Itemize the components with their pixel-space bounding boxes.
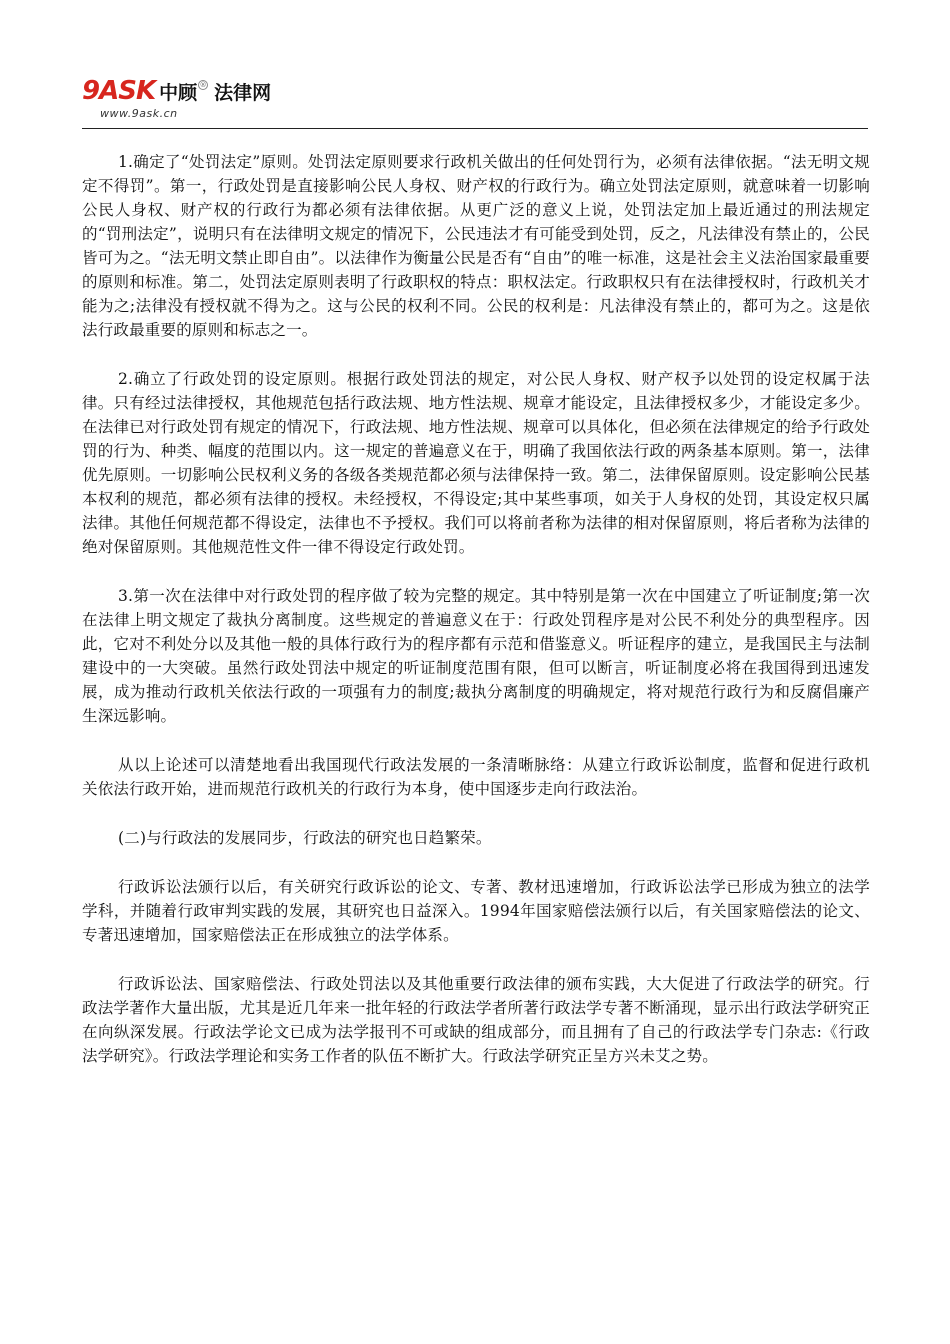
logo-brand: 9ASK — [82, 76, 156, 106]
logo-name-secondary: 法律网 — [214, 82, 272, 104]
logo-mark — [82, 76, 271, 106]
paragraph-4: 从以上论述可以清楚地看出我国现代行政法发展的一条清晰脉络：从建立行政诉讼制度，监督和促进行政机关依法行政开始，进而规范行政机关的行政行为本身，使中国逐步走向行政法治。 — [82, 756, 870, 798]
site-logo[interactable] — [82, 76, 282, 120]
logo-url[interactable]: www.9ask.cn — [100, 107, 178, 120]
paragraph-5: (二)与行政法的发展同步，行政法的研究也日趋繁荣。 — [118, 829, 492, 847]
paragraph-3: 3.第一次在法律中对行政处罚的程序做了较为完整的规定。其中特别是第一次在中国建立了听证制度;第一次在法律上明文规定了裁执分离制度。这些规定的普遍意义在于：行政处罚程序是对公民不利处分的典型程序。因此，它对不利处分以及其他一般的具体行政行为的程序都有示范和借鉴意义。听证程序的建立，是我国民主与法制建设中的一大突破。虽然行政处罚法中规定的听证制度范围有限，但可以断言，听证制度必将在我国得到迅速发展，成为推动行政机关依法行政的一项强有力的制度;裁执分离制度的明确规定，将对规范行政行为和反腐倡廉产生深远影响。 — [82, 587, 870, 725]
paragraph-1: 1.确定了“处罚法定”原则。处罚法定原则要求行政机关做出的任何处罚行为，必须有法律依据。“法无明文规定不得罚”。第一，行政处罚是直接影响公民人身权、财产权的行政行为。确立处罚法定原则，就意味着一切影响公民人身权、财产权的行政行为都必须有法律依据。从更广泛的意义上说，处罚法定加上最近通过的刑法规定的“罚刑法定”，说明只有在法律明文规定的情况下，公民违法才有可能受到处罚，反之，凡法律没有禁止的，公民皆可为之。“法无明文禁止即自由”。以法律作为衡量公民是否有“自由”的唯一标准，这是社会主义法治国家最重要的原则和标准。第二，处罚法定原则表明了行政职权的特点：职权法定。行政职权只有在法律授权时，行政机关才能为之;法律没有授权就不得为之。这与公民的权利不同。公民的权利是：凡法律没有禁止的，都可为之。这是依法行政最重要的原则和标志之一。 — [82, 153, 870, 339]
logo-name-primary: 中顾 — [159, 82, 198, 104]
page-header — [82, 70, 872, 130]
paragraph-2: 2.确立了行政处罚的设定原则。根据行政处罚法的规定，对公民人身权、财产权予以处罚的设定权属于法律。只有经过法律授权，其他规范包括行政法规、地方性法规、规章才能设定，且法律授权多少，才能设定多少。在法律已对行政处罚有规定的情况下，行政法规、地方性法规、规章可以具体化，但必须在法律规定的给予行政处罚的行为、种类、幅度的范围以内。这一规定的普遍意义在于，明确了我国依法行政的两条基本原则。第一，法律优先原则。一切影响公民权利义务的各级各类规范都必须与法律保持一致。第二，法律保留原则。设定影响公民基本权利的规范，都必须有法律的授权。未经授权，不得设定;其中某些事项，如关于人身权的处罚，其设定权只属法律。其他任何规范都不得设定，法律也不予授权。我们可以将前者称为法律的相对保留原则，将后者称为法律的绝对保留原则。其他规范性文件一律不得设定行政处罚。 — [82, 370, 870, 556]
document-body — [82, 150, 870, 1093]
paragraph-6: 行政诉讼法颁行以后，有关研究行政诉讼的论文、专著、教材迅速增加，行政诉讼法学已形成为独立的法学学科，并随着行政审判实践的发展，其研究也日益深入。1994年国家赔偿法颁行以后，有关国家赔偿法的论文、专著迅速增加，国家赔偿法正在形成独立的法学体系。 — [82, 878, 870, 944]
paragraph-7: 行政诉讼法、国家赔偿法、行政处罚法以及其他重要行政法律的颁布实践，大大促进了行政法学的研究。行政法学著作大量出版，尤其是近几年来一批年轻的行政法学者所著行政法学专著不断涌现，显示出行政法学研究正在向纵深发展。行政法学论文已成为法学报刊不可或缺的组成部分，而且拥有了自己的行政法学专门杂志:《行政法学研究》。行政法学理论和实务工作者的队伍不断扩大。行政法学研究正呈方兴未艾之势。 — [82, 975, 870, 1065]
header-divider — [82, 128, 868, 129]
registered-mark-icon: ® — [199, 81, 207, 89]
